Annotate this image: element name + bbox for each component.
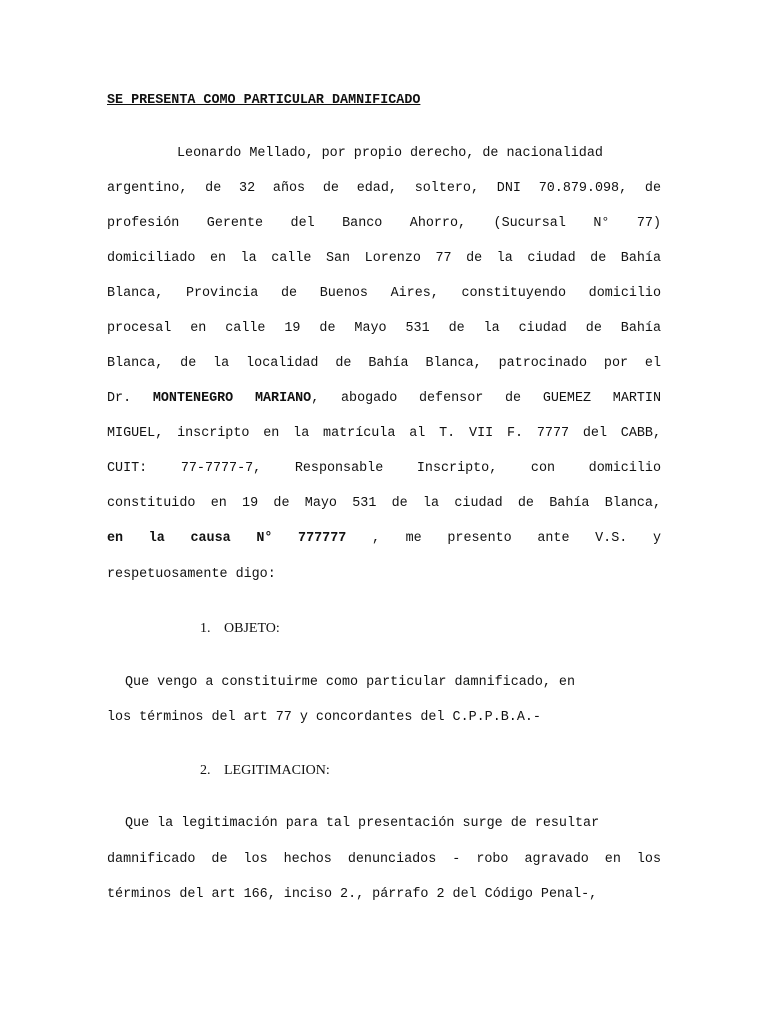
paragraph-line: damnificado de los hechos denunciados - robo agravado en los bbox=[107, 852, 661, 867]
prefix-text: Dr. bbox=[107, 391, 132, 406]
paragraph-line: argentino, de 32 años de edad, soltero, DNI 70.879.098, de bbox=[107, 181, 661, 196]
paragraph-line: términos del art 166, inciso 2., párrafo 2 del Código Penal-, bbox=[107, 887, 598, 902]
paragraph-line: Blanca, de la localidad de Bahía Blanca, patrocinado por el bbox=[107, 356, 661, 371]
paragraph-line: CUIT: 77-7777-7, Responsable Inscripto, con domicilio bbox=[107, 461, 661, 476]
section-number: 2. bbox=[200, 763, 211, 778]
paragraph-line bbox=[107, 530, 661, 548]
paragraph-line: Que vengo a constituirme como particular damnificado, en bbox=[125, 675, 575, 690]
paragraph-line: procesal en calle 19 de Mayo 531 de la ciudad de Bahía bbox=[107, 321, 661, 336]
paragraph-line: respetuosamente digo: bbox=[107, 567, 276, 582]
case-number: en la causa N° 777777 bbox=[107, 531, 347, 546]
paragraph-line: los términos del art 77 y concordantes del C.P.P.B.A.- bbox=[107, 710, 541, 725]
paragraph-line: Blanca, Provincia de Buenos Aires, constituyendo domicilio bbox=[107, 286, 661, 301]
paragraph-line: Que la legitimación para tal presentación surge de resultar bbox=[125, 816, 600, 831]
paragraph-line: Leonardo Mellado, por propio derecho, de nacionalidad bbox=[177, 146, 603, 161]
section-heading-text: OBJETO: bbox=[224, 621, 280, 636]
paragraph-line: profesión Gerente del Banco Ahorro, (Sucursal N° 77) bbox=[107, 216, 661, 231]
attorney-name: MONTENEGRO MARIANO bbox=[152, 391, 312, 406]
section-number: 1. bbox=[200, 621, 211, 636]
paragraph-line: MIGUEL, inscripto en la matrícula al T. VII F. 7777 del CABB, bbox=[107, 426, 661, 441]
section-heading-objeto bbox=[200, 621, 280, 637]
section-heading-text: LEGITIMACION: bbox=[224, 763, 330, 778]
line-text: , me presento ante V.S. y bbox=[346, 531, 661, 546]
document-title: SE PRESENTA COMO PARTICULAR DAMNIFICADO bbox=[107, 93, 421, 108]
paragraph-line: domiciliado en la calle San Lorenzo 77 de la ciudad de Bahía bbox=[107, 251, 661, 266]
line-text: , abogado defensor de GUEMEZ MARTIN bbox=[311, 391, 661, 406]
section-heading-legitimacion bbox=[200, 763, 330, 779]
paragraph-line bbox=[107, 390, 661, 408]
paragraph-line: constituido en 19 de Mayo 531 de la ciudad de Bahía Blanca, bbox=[107, 496, 661, 511]
